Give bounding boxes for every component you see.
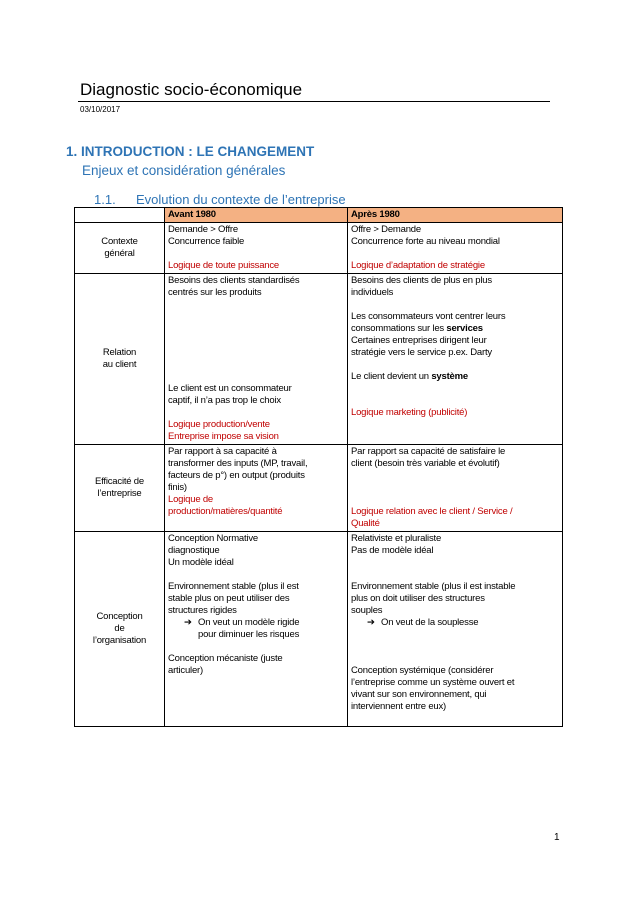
logic-text: Logique de toute puissance: [168, 260, 280, 271]
table-row: [75, 223, 563, 274]
logic-text: Entreprise impose sa vision: [168, 431, 279, 442]
cell-relation-before: Besoins des clients standardisés centrés sur les produits Le client est un consommateur captif, il n’a pas trop le choix Logique production/vente Entreprise impose sa vision: [165, 274, 348, 445]
row-label-relation: Relation au client: [75, 274, 165, 445]
cell-contexte-before: Demande > Offre Concurrence faible Logique de toute puissance: [165, 223, 348, 274]
section-subheading: Enjeux et considération générales: [82, 163, 286, 178]
cell-efficacite-before: Par rapport à sa capacité à transformer des inputs (MP, travail, facteurs de p°) en output (produits finis) Logique de production/matières/quantité: [165, 445, 348, 532]
table-row: [75, 274, 563, 445]
logic-text: Logique relation avec le client / Service /: [351, 506, 513, 517]
logic-text: production/matières/quantité: [168, 506, 283, 517]
table-row: [75, 532, 563, 727]
row-label-contexte: Contexte général: [75, 223, 165, 274]
right-arrow-icon: ➔: [367, 617, 375, 628]
logic-text: Logique d’adaptation de stratégie: [351, 260, 485, 271]
cell-relation-after: Besoins des clients de plus en plus individuels Les consommateurs vont centrer leurs consommations sur les services Certaines entreprises dirigent leur stratégie vers le service p.ex. Darty Le client devient un système Logique marketing (publicité): [348, 274, 563, 445]
subsection-title: Evolution du contexte de l’entreprise: [136, 192, 346, 207]
table-row: [75, 445, 563, 532]
header-before-1980: Avant 1980: [165, 208, 348, 223]
cell-conception-after: Relativiste et pluraliste Pas de modèle idéal Environnement stable (plus il est instable plus on doit utiliser des structures souples ➔ On veut de la souplesse Conception systémique (considérer l’entreprise comme un système ouvert et vivant sur son environnement, qui interviennent entre eux): [348, 532, 563, 727]
logic-text: Qualité: [351, 518, 380, 529]
comparison-table: [74, 207, 563, 727]
cell-contexte-after: Offre > Demande Concurrence forte au niveau mondial Logique d’adaptation de stratégie: [348, 223, 563, 274]
cell-conception-before: Conception Normative diagnostique Un modèle idéal Environnement stable (plus il est stable plus on peut utiliser des structures rigides ➔ On veut un modèle rigide pour diminuer les risques Conception mécaniste (juste articuler): [165, 532, 348, 727]
document-date: 03/10/2017: [80, 105, 121, 114]
header-after-1980: Après 1980: [348, 208, 563, 223]
right-arrow-icon: ➔: [184, 617, 192, 628]
header-empty-cell: [75, 208, 165, 223]
section-heading: 1. INTRODUCTION : LE CHANGEMENT: [66, 144, 315, 159]
logic-text: Logique production/vente: [168, 419, 270, 430]
logic-text: Logique marketing (publicité): [351, 407, 468, 418]
document-title: Diagnostic socio-économique: [80, 80, 303, 99]
row-label-efficacite: Efficacité de l’entreprise: [75, 445, 165, 532]
page-number: 1: [554, 832, 560, 843]
subsection-heading: [94, 192, 346, 207]
cell-efficacite-after: Par rapport sa capacité de satisfaire le client (besoin très variable et évolutif) Logique relation avec le client / Service / Qualité: [348, 445, 563, 532]
row-label-conception: Conception de l’organisation: [75, 532, 165, 727]
subsection-number: 1.1.: [94, 192, 116, 207]
table-header-row: [75, 208, 563, 223]
title-divider: [78, 101, 550, 102]
logic-text: Logique de: [168, 494, 214, 505]
